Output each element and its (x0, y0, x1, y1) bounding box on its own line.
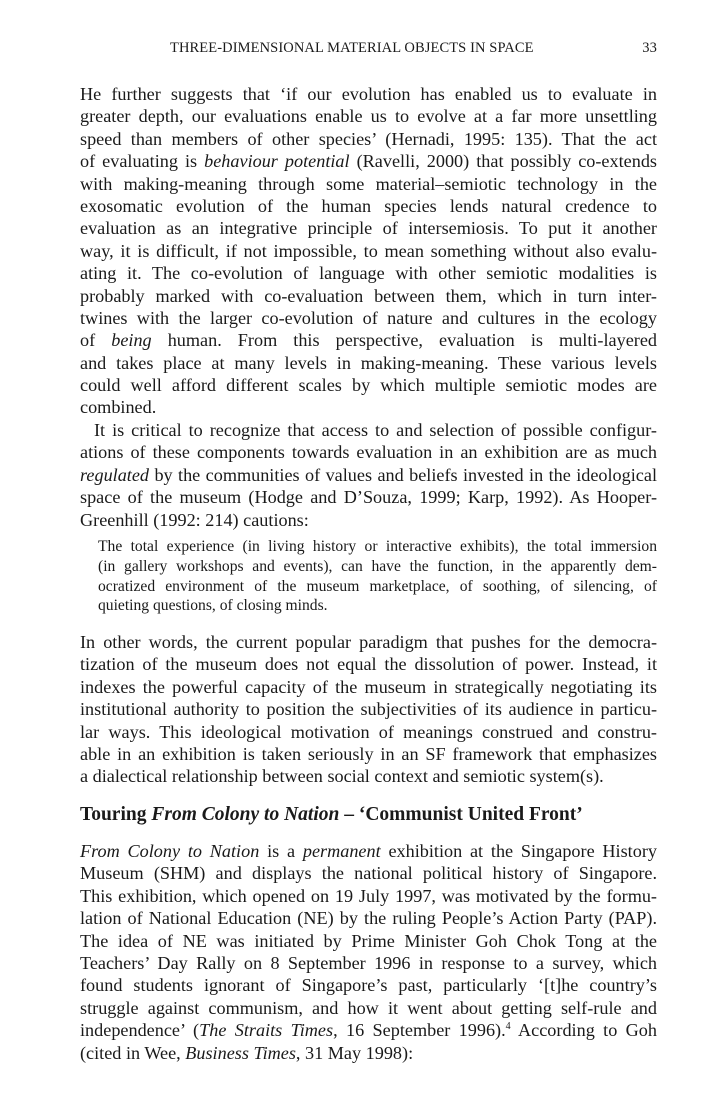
italic-term: permanent (302, 841, 381, 861)
text-line: with making-meaning through some material–semiotic technology in the (80, 173, 657, 194)
section-heading (80, 803, 657, 827)
text-line: Teachers’ Day Rally on 8 September 1996 in response to a survey, which (80, 952, 657, 973)
text-line: indexes the powerful capacity of the museum in strategically negotiating its (80, 676, 657, 697)
text-line: In other words, the current popular paradigm that pushes for the democra- (80, 632, 657, 652)
paragraph-2 (80, 419, 657, 531)
text-span: of (80, 330, 112, 351)
text-line: able in an exhibition is taken seriously in an SF framework that emphasizes (80, 743, 657, 764)
text-span: human. From this perspective, evaluation is multi-layered (151, 330, 658, 351)
heading-italic-title: From Colony to Nation (151, 804, 340, 825)
text-span: (cited in Wee, (80, 1042, 186, 1063)
text-line: ating it. The co-evolution of language with other semiotic modalities is (80, 263, 657, 284)
quote-line: (in gallery workshops and events), can have the function, in the apparently dem- (98, 557, 657, 575)
text-line: a dialectical relationship between social context and semiotic system(s). (80, 766, 604, 787)
block-quote (98, 537, 657, 616)
text-line: greater depth, our evaluations enable us to evolve at a far more unsettling (80, 106, 657, 127)
text-line: found students ignorant of Singapore’s past, particularly ‘[t]he country’s (80, 975, 657, 996)
italic-term: regulated (80, 464, 150, 485)
italic-source: Business Times (185, 1042, 296, 1063)
text-line: This exhibition, which opened on 19 July 1997, was motivated by the formu- (80, 885, 657, 906)
paragraph-1 (80, 83, 657, 419)
text-line (80, 329, 657, 351)
text-line (80, 1019, 657, 1041)
text-line: way, it is difficult, if not impossible, to mean something without also evalu- (80, 240, 657, 261)
text-line (80, 150, 657, 172)
footnote-marker[interactable]: 4 (505, 1021, 511, 1033)
italic-term: being (111, 330, 152, 351)
text-line: lar ways. This ideological motivation of meanings construed and constru- (80, 721, 657, 742)
text-line: could well afford different scales by which multiple semiotic modes are (80, 375, 657, 396)
text-line: ations of these components towards evaluation in an exhibition are as much (80, 442, 657, 463)
text-span: , 31 May 1998): (295, 1042, 414, 1063)
text-line: He further suggests that ‘if our evolution has enabled us to evaluate in (80, 84, 657, 104)
text-line: Museum (SHM) and displays the national political history of Singapore. (80, 863, 657, 884)
text-line: speed than members of other species’ (Hernadi, 1995: 135). That the act (80, 128, 657, 149)
heading-prefix: Touring (80, 804, 152, 825)
text-line: institutional authority to position the subjectivities of its audience in particu- (80, 699, 657, 720)
text-line: lation of National Education (NE) by the ruling People’s Action Party (PAP). (80, 908, 657, 929)
text-line (80, 1042, 657, 1064)
quote-line: The total experience (in living history or interactive exhibits), the total immersion (98, 538, 657, 555)
paragraph-4 (80, 840, 657, 1064)
text-span: , 16 September 1996). (333, 1020, 506, 1041)
heading-suffix: – ‘Communist United Front’ (339, 804, 583, 825)
italic-source: The Straits Times (199, 1020, 334, 1041)
text-line: exosomatic evolution of the human species lends natural credence to (80, 195, 657, 216)
paragraph-3 (80, 631, 657, 788)
text-span: of evaluating is (80, 151, 205, 172)
quote-line: quieting questions, of closing minds. (98, 597, 328, 615)
text-line: The idea of NE was initiated by Prime Minister Goh Chok Tong at the (80, 930, 657, 951)
text-line: It is critical to recognize that access to and selection of possible configur- (94, 420, 657, 440)
text-line: Greenhill (1992: 214) cautions: (80, 509, 309, 530)
text-line (80, 464, 657, 486)
quote-line: ocratized environment of the museum marketplace, of soothing, of silencing, of (98, 577, 657, 595)
text-line: twines with the larger co-evolution of nature and cultures in the ecology (80, 307, 657, 328)
text-line: evaluation as an integrative principle of intersemiosis. To put it another (80, 218, 657, 239)
text-line: combined. (80, 397, 157, 418)
text-line: space of the museum (Hodge and D’Souza, 1999; Karp, 1992). As Hooper- (80, 487, 657, 508)
text-line: and takes place at many levels in making-meaning. These various levels (80, 352, 657, 373)
text-span: by the communities of values and beliefs invested in the ideological (149, 464, 657, 485)
running-head (80, 40, 657, 62)
text-span: (Ravelli, 2000) that possibly co-extends (349, 151, 657, 172)
text-line: probably marked with co-evaluation between them, which in turn inter- (80, 285, 657, 306)
running-head-title: THREE-DIMENSIONAL MATERIAL OBJECTS IN SPACE (170, 40, 534, 56)
italic-term: behaviour potential (204, 151, 350, 172)
text-line: tization of the museum does not equal the dissolution of power. Instead, it (80, 654, 657, 675)
text-span: is a (259, 841, 303, 861)
text-span: exhibition at the Singapore History (380, 841, 657, 861)
page-number: 33 (642, 40, 657, 56)
text-line: struggle against communism, and how it went about getting self-rule and (80, 997, 657, 1018)
italic-title: From Colony to Nation (80, 841, 260, 861)
text-span: independence’ ( (80, 1020, 200, 1041)
text-line (80, 840, 657, 862)
text-span: According to Goh (510, 1020, 657, 1041)
